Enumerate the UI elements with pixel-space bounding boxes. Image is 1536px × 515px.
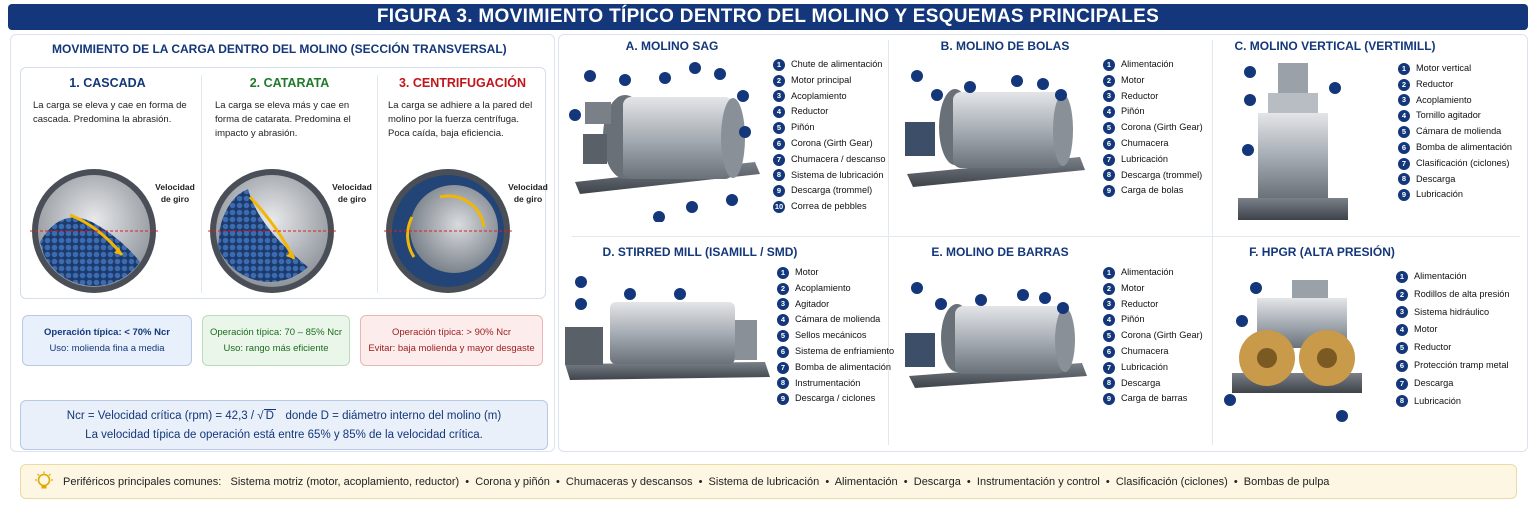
legend-label: Reductor <box>1416 78 1454 89</box>
number-badge: 4 <box>1398 110 1410 122</box>
number-badge: 7 <box>1103 362 1115 374</box>
velocity-label: Velocidad de giro <box>332 182 372 204</box>
mill-title-ball: B. MOLINO DE BOLAS <box>940 39 1070 53</box>
legend-label: Motor vertical <box>1416 63 1472 73</box>
legend-label: Cámara de molienda <box>795 314 881 325</box>
legend-item <box>1398 93 1512 109</box>
hpgr-drawing <box>1222 278 1372 423</box>
mill-title-rod: E. MOLINO DE BARRAS <box>931 245 1069 259</box>
legend-label: Alimentación <box>1414 271 1467 281</box>
number-badge: 4 <box>773 106 785 118</box>
legend-label: Descarga <box>1121 377 1161 388</box>
legend-label: Reductor <box>1121 90 1159 101</box>
legend-item <box>1398 77 1512 93</box>
op-range: Operación típica: > 90% Ncr <box>391 327 512 338</box>
panel-description: La carga se eleva y cae en forma de cascada. Predomina la abrasión. <box>33 100 187 125</box>
legend-label: Acoplamiento <box>795 282 851 293</box>
legend-label: Tornillo agitador <box>1416 110 1481 121</box>
number-badge: 5 <box>777 330 789 342</box>
legend-item <box>1396 304 1510 322</box>
legend-stirred <box>777 265 894 407</box>
number-badge: 7 <box>1103 154 1115 166</box>
number-badge: 7 <box>1396 378 1408 390</box>
legend-item <box>773 136 885 152</box>
critical-speed-formula: Ncr = Velocidad crítica (rpm) = 42,3 / √ D donde D = diámetro interno del molino (m) La velocidad típica de operación está entre 65% y 85% de la velocidad crítica. <box>20 400 548 450</box>
legend-item <box>777 376 894 392</box>
sag-mill-drawing <box>565 62 765 222</box>
divider <box>1212 40 1213 445</box>
legend-label: Corona (Girth Gear) <box>1121 330 1203 341</box>
legend-label: Motor <box>1414 324 1438 335</box>
legend-item <box>777 297 894 313</box>
number-badge: 6 <box>1103 138 1115 150</box>
legend-item <box>1103 297 1203 313</box>
legend-item <box>1103 57 1203 73</box>
legend-label: Clasificación (ciclones) <box>1416 157 1510 168</box>
legend-label: Chumacera / descanso <box>791 153 886 164</box>
number-badge: 3 <box>777 298 789 310</box>
legend-label: Reductor <box>791 106 829 117</box>
footer-label: Periféricos principales comunes: <box>63 476 222 488</box>
legend-item <box>1396 321 1510 339</box>
number-badge: 6 <box>1398 142 1410 154</box>
formula-part1: Ncr = Velocidad crítica (rpm) = 42,3 / <box>66 410 255 422</box>
legend-label: Chumacera <box>1121 137 1169 148</box>
legend-item <box>1103 344 1203 360</box>
mill-title-stirred: D. STIRRED MILL (ISAMILL / SMD) <box>602 245 798 259</box>
legend-item <box>773 73 885 89</box>
panel-title: 3. CENTRIFUGACIÓN <box>398 76 527 90</box>
number-badge: 4 <box>1396 324 1408 336</box>
legend-label: Correa de pebbles <box>791 201 867 212</box>
number-badge: 3 <box>1103 298 1115 310</box>
legend-label: Acoplamiento <box>791 90 847 101</box>
number-badge: 2 <box>777 283 789 295</box>
ball-mill-drawing <box>895 62 1095 212</box>
drum-cascade-diagram <box>30 167 158 295</box>
legend-label: Lubricación <box>1414 395 1461 406</box>
legend-label: Descarga <box>1414 377 1454 388</box>
legend-label: Reductor <box>1414 342 1452 353</box>
legend-label: Cámara de molienda <box>1416 126 1502 137</box>
legend-rod <box>1103 265 1203 407</box>
number-badge: 7 <box>777 362 789 374</box>
legend-label: Instrumentación <box>795 377 861 388</box>
number-badge: 5 <box>1103 330 1115 342</box>
legend-label: Motor <box>795 267 819 277</box>
legend-label: Bomba de alimentación <box>1416 141 1513 152</box>
legend-item <box>1103 152 1203 168</box>
number-badge: 1 <box>1396 271 1408 283</box>
legend-label: Chumacera <box>1121 345 1169 356</box>
op-use: Uso: molienda fina a media <box>49 343 165 354</box>
legend-item <box>1398 187 1512 203</box>
legend-label: Descarga / ciclones <box>795 393 876 404</box>
legend-item <box>1398 108 1512 124</box>
number-badge: 6 <box>1396 360 1408 372</box>
load-section-title: MOVIMIENTO DE LA CARGA DENTRO DEL MOLINO (SECCIÓN TRANSVERSAL) <box>52 42 507 56</box>
legend-label: Motor principal <box>791 74 852 85</box>
legend-label: Agitador <box>795 298 830 309</box>
legend-label: Sistema de lubricación <box>791 169 884 180</box>
legend-item <box>1398 61 1512 77</box>
legend-item <box>1103 89 1203 105</box>
number-badge: 8 <box>773 169 785 181</box>
number-badge: 1 <box>1103 267 1115 279</box>
number-badge: 8 <box>1103 377 1115 389</box>
legend-label: Reductor <box>1121 298 1159 309</box>
op-range: Operación típica: 70 – 85% Ncr <box>209 327 342 338</box>
legend-label: Rodillos de alta presión <box>1414 288 1510 299</box>
number-badge: 5 <box>1398 126 1410 138</box>
rod-mill-drawing <box>897 278 1097 408</box>
velocity-label: Velocidad de giro <box>155 182 195 204</box>
number-badge: 3 <box>1398 94 1410 106</box>
peripherals-footer <box>20 464 1517 499</box>
formula-sqrt-arg: D <box>265 410 274 422</box>
legend-item <box>1396 375 1510 393</box>
legend-label: Piñón <box>791 122 815 133</box>
legend-item <box>1396 339 1510 357</box>
legend-item <box>1103 328 1203 344</box>
number-badge: 1 <box>777 267 789 279</box>
op-use: Uso: rango más eficiente <box>223 343 329 354</box>
legend-item <box>773 89 885 105</box>
legend-item <box>1103 120 1203 136</box>
legend-ball <box>1103 57 1203 199</box>
legend-item <box>1103 312 1203 328</box>
legend-item <box>777 391 894 407</box>
legend-label: Corona (Girth Gear) <box>1121 122 1203 133</box>
legend-item <box>1396 393 1510 411</box>
legend-item <box>777 360 894 376</box>
legend-label: Alimentación <box>1121 59 1174 69</box>
operation-box-centrifugacion <box>360 315 543 366</box>
legend-label: Lubricación <box>1416 189 1463 200</box>
vertimill-drawing <box>1228 58 1358 228</box>
panel-description: La carga se eleva más y cae en forma de catarata. Predomina el impacto y abrasión. <box>215 100 351 139</box>
number-badge: 9 <box>777 393 789 405</box>
legend-item <box>773 104 885 120</box>
legend-item <box>773 199 885 215</box>
legend-item <box>773 152 885 168</box>
legend-label: Alimentación <box>1121 267 1174 277</box>
legend-label: Motor <box>1121 74 1145 85</box>
legend-item <box>1103 265 1203 281</box>
legend-label: Motor <box>1121 282 1145 293</box>
number-badge: 2 <box>1396 289 1408 301</box>
number-badge: 3 <box>773 90 785 102</box>
number-badge: 8 <box>777 377 789 389</box>
legend-label: Sistema hidráulico <box>1414 306 1490 317</box>
lightbulb-icon <box>33 471 55 493</box>
number-badge: 2 <box>1103 75 1115 87</box>
legend-item <box>1396 268 1510 286</box>
number-badge: 2 <box>1103 283 1115 295</box>
number-badge: 8 <box>1396 395 1408 407</box>
number-badge: 1 <box>773 59 785 71</box>
legend-sag <box>773 57 885 215</box>
legend-label: Carga de barras <box>1121 393 1188 404</box>
operation-box-cascada <box>22 315 192 366</box>
legend-label: Lubricación <box>1121 361 1168 372</box>
panel-title: 1. CASCADA <box>69 76 146 90</box>
legend-label: Lubricación <box>1121 153 1168 164</box>
legend-item <box>1103 168 1203 184</box>
legend-item <box>1103 360 1203 376</box>
legend-label: Descarga (trommel) <box>791 185 873 196</box>
legend-item <box>777 328 894 344</box>
legend-item <box>773 168 885 184</box>
legend-item <box>777 312 894 328</box>
legend-item <box>1398 156 1512 172</box>
op-use: Evitar: baja molienda y mayor desgaste <box>368 343 535 354</box>
formula-part2: donde D = diámetro interno del molino (m) <box>285 410 502 422</box>
number-badge: 8 <box>1103 169 1115 181</box>
number-badge: 4 <box>777 314 789 326</box>
mill-title-hpgr: F. HPGR (ALTA PRESIÓN) <box>1249 245 1395 259</box>
legend-item <box>773 120 885 136</box>
number-badge: 4 <box>1103 314 1115 326</box>
legend-item <box>1103 73 1203 89</box>
formula-note: La velocidad típica de operación está entre 65% y 85% de la velocidad crítica. <box>85 429 483 441</box>
legend-label: Descarga <box>1416 173 1456 184</box>
number-badge: 9 <box>1103 185 1115 197</box>
legend-item <box>1398 124 1512 140</box>
legend-item <box>1103 281 1203 297</box>
legend-item <box>1398 140 1512 156</box>
legend-label: Protección tramp metal <box>1414 359 1509 370</box>
legend-label: Piñón <box>1121 106 1145 117</box>
number-badge: 5 <box>1396 342 1408 354</box>
drum-centrifuge-diagram <box>384 167 512 295</box>
number-badge: 7 <box>773 154 785 166</box>
legend-item <box>777 265 894 281</box>
number-badge: 6 <box>777 346 789 358</box>
number-badge: 3 <box>1103 90 1115 102</box>
legend-label: Corona (Girth Gear) <box>791 137 873 148</box>
number-badge: 4 <box>1103 106 1115 118</box>
legend-label: Piñón <box>1121 314 1145 325</box>
number-badge: 9 <box>773 185 785 197</box>
legend-item <box>1103 376 1203 392</box>
legend-label: Descarga (trommel) <box>1121 169 1203 180</box>
legend-label: Sistema de enfriamiento <box>795 345 895 356</box>
panel-title: 2. CATARATA <box>249 76 330 90</box>
drum-cataract-diagram <box>208 167 336 295</box>
divider <box>572 236 1520 237</box>
legend-item <box>1103 183 1203 199</box>
velocity-label: Velocidad de giro <box>508 182 548 204</box>
number-badge: 1 <box>1398 63 1410 75</box>
legend-label: Bomba de alimentación <box>795 361 892 372</box>
number-badge: 10 <box>774 202 784 212</box>
number-badge: 6 <box>1103 346 1115 358</box>
number-badge: 6 <box>773 138 785 150</box>
number-badge: 3 <box>1396 306 1408 318</box>
number-badge: 9 <box>1103 393 1115 405</box>
stirred-mill-drawing <box>565 272 775 392</box>
legend-hpgr <box>1396 268 1510 410</box>
legend-item <box>1396 357 1510 375</box>
legend-label: Sellos mecánicos <box>795 330 867 341</box>
mill-title-sag: A. MOLINO SAG <box>625 39 719 53</box>
legend-item <box>1103 136 1203 152</box>
legend-label: Chute de alimentación <box>791 59 883 69</box>
number-badge: 5 <box>773 122 785 134</box>
number-badge: 8 <box>1398 173 1410 185</box>
legend-vertimill <box>1398 61 1512 203</box>
number-badge: 2 <box>773 75 785 87</box>
figure-title: FIGURA 3. MOVIMIENTO TÍPICO DENTRO DEL MOLINO Y ESQUEMAS PRINCIPALES <box>8 4 1528 30</box>
number-badge: 5 <box>1103 122 1115 134</box>
number-badge: 9 <box>1398 189 1410 201</box>
legend-item <box>777 281 894 297</box>
legend-item <box>773 57 885 73</box>
legend-item <box>773 183 885 199</box>
legend-item <box>1103 104 1203 120</box>
panel-description: La carga se adhiere a la pared del molino por la fuerza centrífuga. Poca caída, baja eficiencia. <box>388 100 533 139</box>
number-badge: 7 <box>1398 158 1410 170</box>
number-badge: 1 <box>1103 59 1115 71</box>
legend-label: Carga de bolas <box>1121 185 1184 196</box>
number-badge: 2 <box>1398 79 1410 91</box>
op-range: Operación típica: < 70% Ncr <box>44 327 170 338</box>
legend-item <box>1103 391 1203 407</box>
legend-label: Acoplamiento <box>1416 94 1472 105</box>
footer-items: Sistema motriz (motor, acoplamiento, reductor) • Corona y piñón • Chumaceras y descansos • Sistema de lubricación • Alimentación • Descarga • Instrumentación y control • Clasificación (ciclones) • Bombas de pulpa <box>230 476 1330 488</box>
mill-title-vertical: C. MOLINO VERTICAL (VERTIMILL) <box>1234 39 1436 53</box>
legend-item <box>777 344 894 360</box>
legend-item <box>1398 172 1512 188</box>
operation-box-catarata <box>202 315 350 366</box>
legend-item <box>1396 286 1510 304</box>
